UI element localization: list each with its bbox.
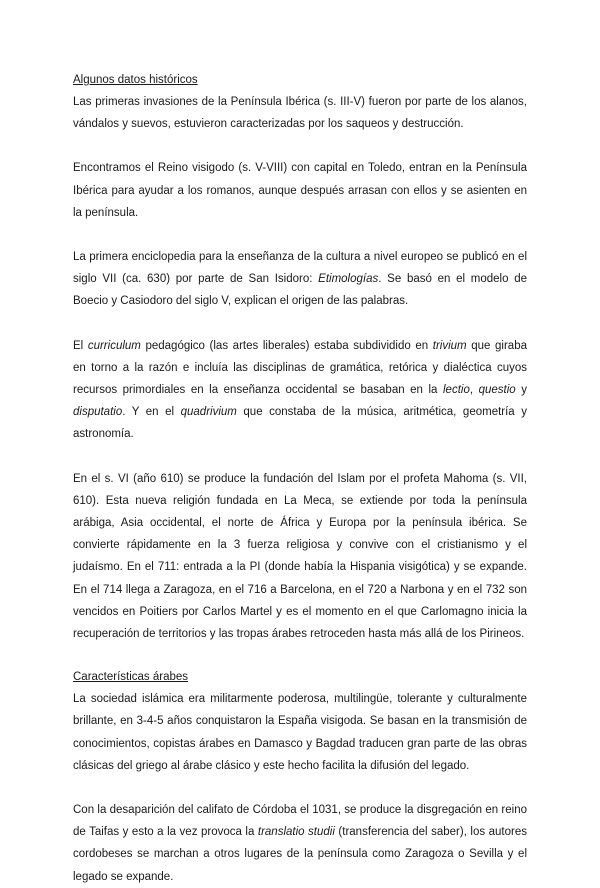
emphasis-etimologias: Etimologías <box>318 273 379 286</box>
emphasis-lectio: lectio <box>443 384 470 397</box>
emphasis-curriculum: curriculum <box>87 339 141 352</box>
paragraph-invasions: Las primeras invasiones de la Península Ibérica (s. III-V) fueron por parte de los alanos, vándalos y suevos, estuvieron caracterizadas por los saqueos y destrucción. <box>73 96 527 131</box>
emphasis-disputatio: disputatio <box>73 406 123 419</box>
paragraph-islamic-society: La sociedad islámica era militarmente poderosa, multilingüe, tolerante y culturalmente brillante, en 3-4-5 años conquistaron la España visigoda. Se basan en la transmisión de conocimientos, copistas árabes en Damasco y Bagdad traducen gran parte de las obras clásicas del griego al árabe clásico y este hecho facilita la difusión del legado. <box>73 693 527 772</box>
paragraph-islam-foundation: En el s. VI (año 610) se produce la fundación del Islam por el profeta Mahoma (s. VII, 610). Esta nueva religión fundada en La Meca, se extiende por toda la península arábiga, Asia occidental, el norte de África y Europa por la península ibérica. Se convierte rápidamente en la 3 fuerza religiosa y convive con el cristianismo y el judaísmo. En el 711: entrada a la PI (donde había la Hispania visigótica) y se expande. En el 714 llega a Zaragoza, en el 716 a Barcelona, en el 720 a Narbona y en el 732 son vencidos en Poitiers por Carlos Martel y es el momento en el que Carlomagno inicia la recuperación de territorios y las tropas árabes retroceden hasta más allá de los Pirineos. <box>73 472 527 641</box>
paragraph-curriculum: El curriculum pedagógico (las artes liberales) estaba subdividido en trivium que giraba en torno a la razón e incluía las disciplinas de gramática, retórica y dialéctica cuyos recursos primordiales en la enseñanza occidental se basaban en la lectio, questio y disputatio. Y en el quadrivium que constaba de la música, aritmética, geometría y astronomía. <box>73 339 527 441</box>
paragraph-visigoth-kingdom: Encontramos el Reino visigodo (s. V-VIII) con capital en Toledo, entran en la Península Ibérica para ayudar a los romanos, aunque después arrasan con ellos y se asienten en la península. <box>73 162 527 219</box>
section-heading-arab-characteristics: Características árabes <box>73 671 189 684</box>
section-heading-historical-data: Algunos datos históricos <box>73 74 198 86</box>
emphasis-translatio-studii: translatio studii <box>257 826 335 839</box>
paragraph-cordoba-caliphate: Con la desaparición del califato de Córdoba el 1031, se produce la disgregación en reino de Taifas y esto a la vez provoca la translatio studii (transferencia del saber), los autores cordobeses se marchan a otros lugares de la península como Zaragoza o Sevilla y el legado se expande. <box>73 804 527 883</box>
paragraph-encyclopedia: La primera enciclopedia para la enseñanza de la cultura a nivel europeo se publicó en el siglo VII (ca. 630) por parte de San Isidoro: Etimologías. Se basó en el modelo de Boecio y Casiodoro del siglo V, explican el origen de las palabras. <box>73 251 528 308</box>
emphasis-quadrivium: quadrivium <box>180 406 237 419</box>
emphasis-questio: questio <box>478 384 516 397</box>
emphasis-trivium: trivium <box>432 339 467 352</box>
